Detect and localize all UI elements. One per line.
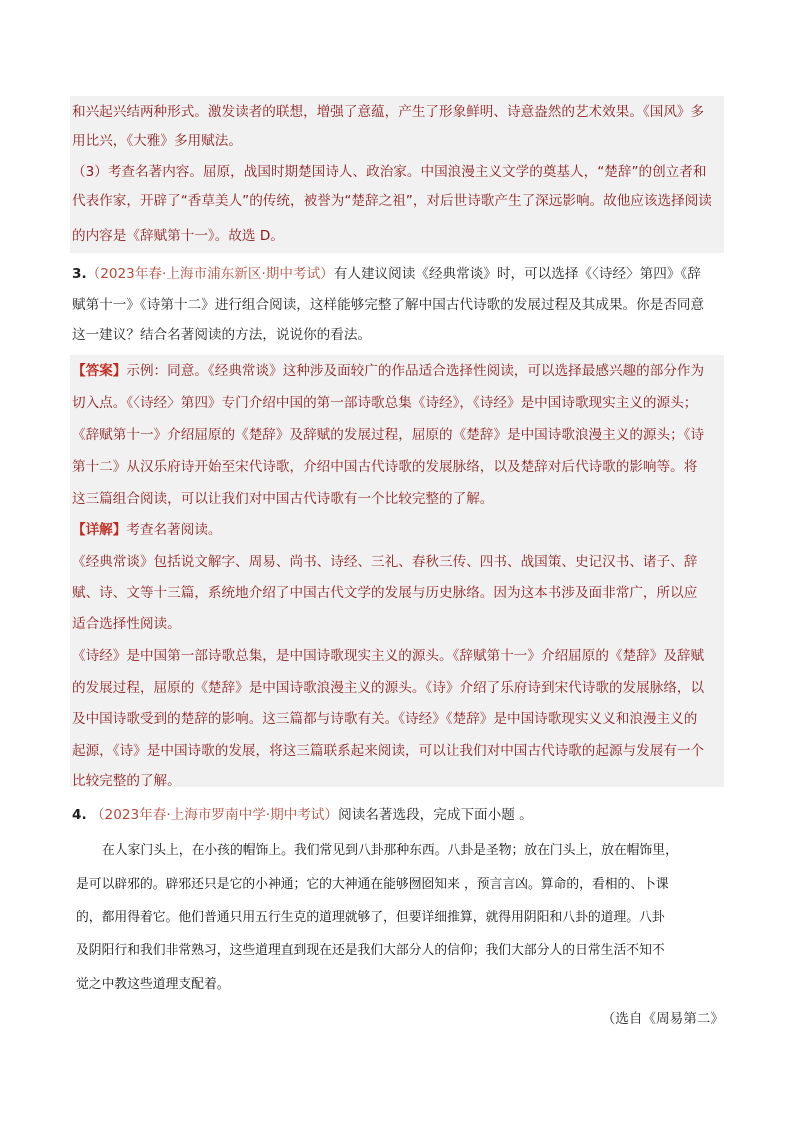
answer-tag: 【答案】: [72, 363, 127, 379]
question-4-stem: [72, 806, 724, 824]
passage-line: 在人家门头上，在小孩的帽饰上。我们常见到八卦那种东西。八卦是圣物；放在门头上，放在帽饰里，: [102, 843, 678, 858]
detail-line: 比较完整的了解。: [72, 773, 181, 789]
answer-line: 切入点。《〈诗经〉第四》专门介绍中国的第一部诗歌总集《诗经》，《诗经》是中国诗歌现实主义的源头；: [72, 395, 698, 411]
question-source: （2023年春·上海市罗南中学·期中考试）: [90, 807, 339, 823]
detail-line: 《经典常谈》包括说文解字、周易、尚书、诗经、三礼、春秋三传、四书、战国策、史记汉书、诸子、辞: [72, 554, 698, 570]
answer-text: 示例：同意。《经典常谈》这种涉及面较广的作品适合选择性阅读，可以选择最感兴趣的部分作为: [126, 363, 705, 379]
detail-tag: 【详解】: [72, 522, 127, 538]
question-3-stem: [72, 265, 724, 283]
detail-title: 考查名著阅读。: [126, 522, 222, 538]
prev-answer-line: 的内容是《辞赋第十一》。故选 D。: [72, 228, 284, 244]
prev-answer-line: 用比兴，《大雅》多用赋法。: [72, 133, 242, 149]
passage-line: 的，都用得着它。他们普通只用五行生克的道理就够了，但要详细推算，就得用阴阳和八卦的道理。八卦: [76, 910, 665, 925]
passage-line: 觉之中教这些道理支配着。: [76, 977, 230, 992]
prev-answer-line: 和兴起兴结两种形式。激发读者的联想，增强了意蕴，产生了形象鲜明、诗意盎然的艺术效果。《国风》多: [72, 104, 705, 120]
detail-line: 起源，《诗》是中国诗歌的发展，将这三篇联系起来阅读，可以让我们对中国古代诗歌的起源与发展有一个: [72, 743, 705, 759]
question-number: 3.: [72, 266, 87, 282]
question-source: （2023年春·上海市浦东新区·期中考试）: [86, 266, 334, 282]
question-3-line: 这一建议？结合名著阅读的方法，说说你的看法。: [72, 327, 372, 343]
detail-line: 及中国诗歌受到的楚辞的影响。这三篇都与诗歌有关。《诗经》《楚辞》是中国诗歌现实义义和浪漫主义的: [72, 711, 698, 727]
detail-line: 《诗经》是中国第一部诗歌总集，是中国诗歌现实主义的源头。《辞赋第十一》介绍屈原的《楚辞》及辞赋: [72, 648, 705, 664]
question-number: 4.: [72, 807, 87, 823]
question-text: 有人建议阅读《经典常谈》时，可以选择《〈诗经〉第四》《辞: [333, 266, 701, 282]
answer-line: 第十二》从汉乐府诗开始至宋代诗歌，介绍中国古代诗歌的发展脉络，以及楚辞对后代诗歌的影响等。将: [72, 459, 698, 475]
prev-answer-line: （3）考查名著内容。屈原，战国时期楚国诗人、政治家。中国浪漫主义文学的奠基人，“楚辞”的创立者和: [72, 164, 707, 180]
answer-line: 《辞赋第十一》介绍屈原的《楚辞》及辞赋的发展过程，屈原的《楚辞》是中国诗歌浪漫主义的源头；《诗: [72, 427, 705, 443]
detail-line: 的发展过程，屈原的《楚辞》是中国诗歌浪漫主义的源头。《诗》介绍了乐府诗到宋代诗歌的发展脉络，以: [72, 680, 705, 696]
prev-answer-line: 代表作家，开辟了“香草美人”的传统，被誉为“楚辞之祖”，对后世诗歌产生了深远影响。故他应该选择阅读: [72, 193, 712, 209]
passage-citation: （选自《周易第二》: [601, 1011, 724, 1027]
passage-line: 是可以辟邪的。辟邪还只是它的小神通；它的大神通在能够囫囵知来 ，预言言凶。算命的，看相的、卜课: [76, 877, 669, 892]
answer-line: 这三篇组合阅读，可以让我们对中国古代诗歌有一个比较完整的了解。: [72, 491, 494, 507]
question-text: 阅读名著选段，完成下面小题 。: [338, 807, 533, 823]
detail-line: 赋、诗、文等十三篇，系统地介绍了中国古代文学的发展与历史脉络。因为这本书涉及面非常广，所以应: [72, 585, 698, 601]
answer-line: [72, 362, 724, 380]
detail-line: [72, 521, 724, 539]
passage-line: 及阴阳行和我们非常熟习，这些道理直到现在还是我们大部分人的信仰；我们大部分人的日常生活不知不: [76, 943, 665, 958]
detail-line: 适合选择性阅读。: [72, 616, 181, 632]
question-3-line: 赋第十一》《诗第十二》进行组合阅读，这样能够完整了解中国古代诗歌的发展过程及其成果。你是否同意: [72, 297, 705, 313]
